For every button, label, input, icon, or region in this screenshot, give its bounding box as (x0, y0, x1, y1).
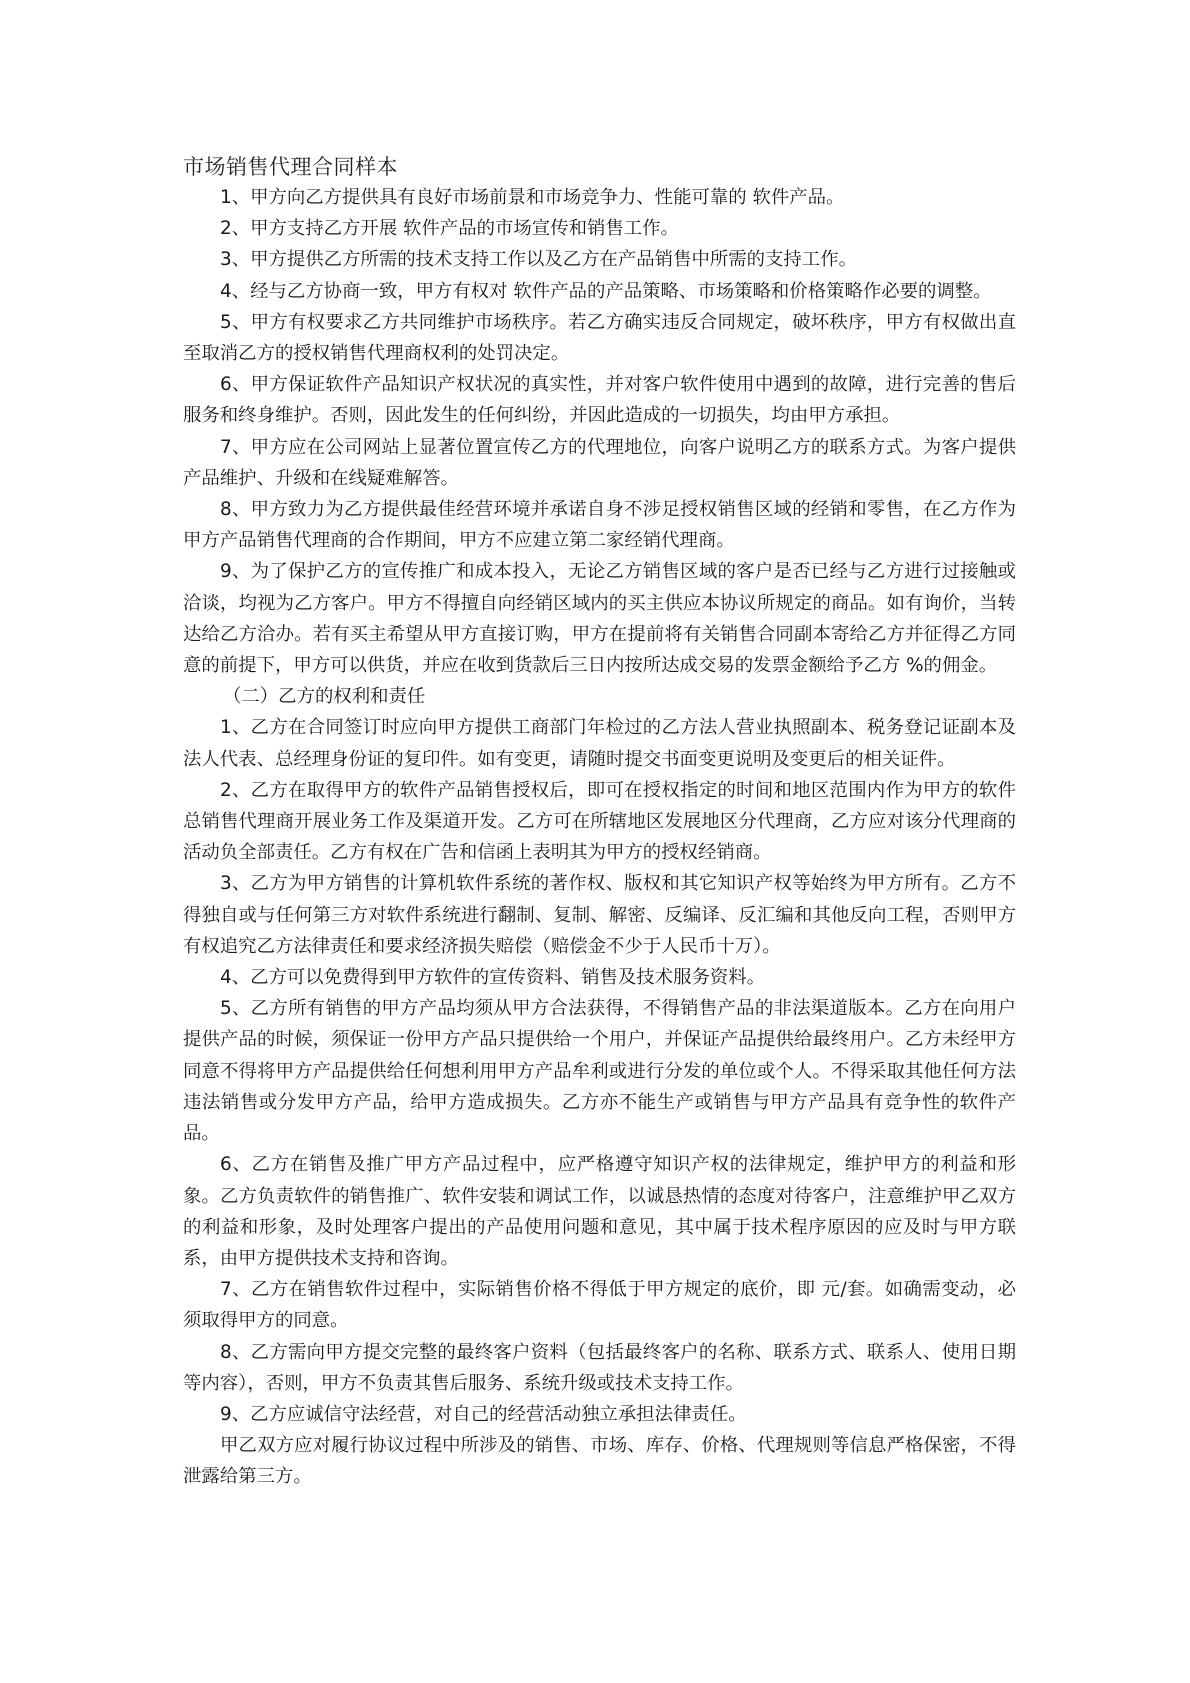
clause-a-6: 6、甲方保证软件产品知识产权状况的真实性，并对客户软件使用中遇到的故障，进行完善的售后服务和终身维护。否则，因此发生的任何纠纷，并因此造成的一切损失，均由甲方承担。 (183, 374, 1016, 427)
clause-b-3: 3、乙方为甲方销售的计算机软件系统的著作权、版权和其它知识产权等始终为甲方所有。乙方不得独自或与任何第三方对软件系统进行翻制、复制、解密、反编译、反汇编和其他反向工程，否则甲方有权追究乙方法律责任和要求经济损失赔偿（赔偿金不少于人民币十万）。 (183, 873, 1016, 957)
clause-b-2: 2、乙方在取得甲方的软件产品销售授权后，即可在授权指定的时间和地区范围内作为甲方的软件总销售代理商开展业务工作及渠道开发。乙方可在所辖地区发展地区分代理商，乙方应对该分代理商的活动负全部责任。乙方有权在广告和信函上表明其为甲方的授权经销商。 (183, 779, 1016, 864)
clause-a-5: 5、甲方有权要求乙方共同维护市场秩序。若乙方确实违反合同规定，破坏秩序，甲方有权做出直至取消乙方的授权销售代理商权利的处罚决定。 (183, 311, 1016, 365)
clause-b-7: 7、乙方在销售软件过程中，实际销售价格不得低于甲方规定的底价，即 元/套。如确需变动，必须取得甲方的同意。 (183, 1279, 1016, 1332)
confidentiality-clause: 甲乙双方应对履行协议过程中所涉及的销售、市场、库存、价格、代理规则等信息严格保密，不得泄露给第三方。 (183, 1435, 1016, 1488)
clause-b-5: 5、乙方所有销售的甲方产品均须从甲方合法获得，不得销售产品的非法渠道版本。乙方在向用户提供产品的时候，须保证一份甲方产品只提供给一个用户，并保证产品提供给最终用户。乙方未经甲方同意不得将甲方产品提供给任何想利用甲方产品牟利或进行分发的单位或个人。不得采取其他任何方法违法销售或分发甲方产品，给甲方造成损失。乙方亦不能生产或销售与甲方产品具有竞争性的软件产品。 (183, 998, 1016, 1145)
clause-a-4: 4、经与乙方协商一致，甲方有权对 软件产品的产品策略、市场策略和价格策略作必要的调整。 (220, 280, 992, 302)
document-title: 市场销售代理合同样本 (183, 155, 398, 179)
clause-b-8: 8、乙方需向甲方提交完整的最终客户资料（包括最终客户的名称、联系方式、联系人、使用日期等内容），否则，甲方不负责其售后服务、系统升级或技术支持工作。 (183, 1341, 1016, 1394)
clause-b-4: 4、乙方可以免费得到甲方软件的宣传资料、销售及技术服务资料。 (220, 967, 766, 989)
clause-a-3: 3、甲方提供乙方所需的技术支持工作以及乙方在产品销售中所需的支持工作。 (220, 249, 857, 271)
clause-a-9: 9、为了保护乙方的宣传推广和成本投入，无论乙方销售区域的客户是否已经与乙方进行过接触或洽谈，均视为乙方客户。甲方不得擅自向经销区域内的买主供应本协议所规定的商品。如有询价，当转达给乙方洽办。若有买主希望从甲方直接订购，甲方在提前将有关销售合同副本寄给乙方并征得乙方同意的前提下，甲方可以供货，并应在收到货款后三日内按所达成交易的发票金额给予乙方 %的佣金。 (183, 561, 1016, 677)
clause-a-2: 2、甲方支持乙方开展 软件产品的市场宣传和销售工作。 (220, 218, 679, 240)
clause-a-7: 7、甲方应在公司网站上显著位置宣传乙方的代理地位，向客户说明乙方的联系方式。为客户提供产品维护、升级和在线疑难解答。 (183, 436, 1016, 489)
clause-b-9: 9、乙方应诚信守法经营，对自己的经营活动独立承担法律责任。 (220, 1403, 747, 1425)
clause-b-6: 6、乙方在销售及推广甲方产品过程中，应严格遵守知识产权的法律规定，维护甲方的利益和形象。乙方负责软件的销售推广、软件安装和调试工作，以诚恳热情的态度对待客户，注意维护甲乙双方的利益和形象，及时处理客户提出的产品使用问题和意见，其中属于技术程序原因的应及时与甲方联系，由甲方提供技术支持和咨询。 (183, 1154, 1016, 1269)
clause-b-1: 1、乙方在合同签订时应向甲方提供工商部门年检过的乙方法人营业执照副本、税务登记证副本及法人代表、总经理身份证的复印件。如有变更，请随时提交书面变更说明及变更后的相关证件。 (183, 717, 1016, 770)
document-page (183, 152, 1016, 1493)
clause-a-8: 8、甲方致力为乙方提供最佳经营环境并承诺自身不涉足授权销售区域的经销和零售，在乙方作为甲方产品销售代理商的合作期间，甲方不应建立第二家经销代理商。 (183, 499, 1016, 552)
clause-a-1: 1、甲方向乙方提供具有良好市场前景和市场竞争力、性能可靠的 软件产品。 (220, 187, 845, 208)
section-heading-party-b: （二）乙方的权利和责任 (223, 686, 426, 708)
